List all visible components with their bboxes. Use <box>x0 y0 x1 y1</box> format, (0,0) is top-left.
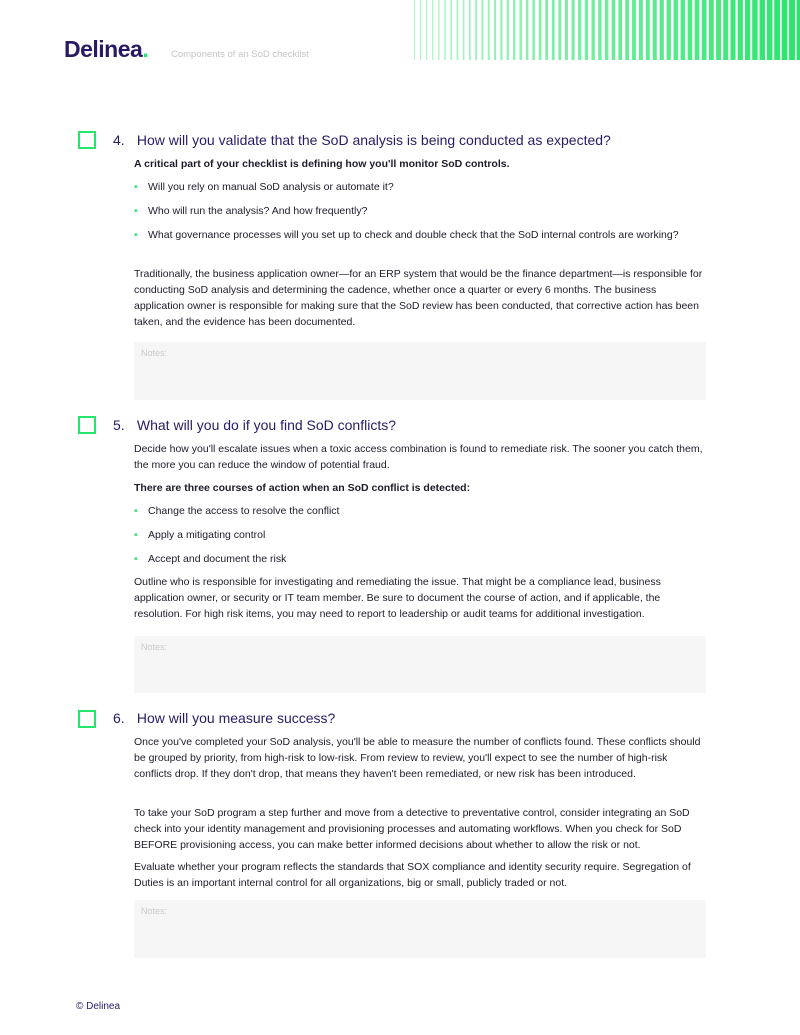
section-6-title <box>113 710 335 726</box>
header-stripe <box>545 0 548 60</box>
header-stripe <box>709 0 714 60</box>
header-stripe <box>774 0 780 60</box>
section-4-bullet: • Will you rely on manual SoD analysis or automate it? <box>134 179 704 195</box>
logo-dot: . <box>142 36 149 62</box>
header-stripe <box>532 0 535 60</box>
header-stripes-decoration <box>410 0 800 60</box>
section-6-paragraph: Evaluate whether your program reflects the standards that SOX compliance and identity security require. Segregation of Duties is an important internal control for all organizations, big or small, publicly traded or not. <box>134 861 691 889</box>
header-stripe <box>681 0 685 60</box>
header-stripe <box>797 0 800 60</box>
header-stripe <box>420 0 421 60</box>
section-4-notes-field[interactable] <box>134 342 706 400</box>
header-stripe <box>702 0 707 60</box>
section-4-number: 4. <box>113 132 125 148</box>
section-5-lead: There are three courses of action when an SoD conflict is detected: <box>134 482 471 494</box>
header-stripe <box>565 0 568 60</box>
header-stripe <box>639 0 643 60</box>
header-stripe <box>660 0 664 60</box>
section-6-question: How will you measure success? <box>136 710 336 726</box>
header-stripe <box>414 0 415 60</box>
header-stripe <box>558 0 561 60</box>
checkbox-section-5[interactable] <box>78 416 96 434</box>
header-stripe <box>438 0 439 60</box>
header-stripe <box>426 0 427 60</box>
header-stripe <box>612 0 616 60</box>
header-stripe <box>618 0 622 60</box>
header-subtitle: Components of an SoD checklist <box>171 49 309 60</box>
section-5-paragraph: Outline who is responsible for investigating and remediating the issue. That might be a compliance lead, business application owner, or security or IT team member. Be sure to document the course of action, and if applicable, the resolution. For high risk items, you may need to report to leadership or audit teams for additional investigation. <box>134 576 661 620</box>
header-stripe <box>730 0 735 60</box>
notes-label: Notes: <box>141 906 168 916</box>
section-6-paragraph: Once you've completed your SoD analysis, you'll be able to measure the number of conflicts found. These conflicts should be grouped by priority, from high-risk to low-risk. From review to review, you'll expect to see the number of high-risk conflicts drop. If they don't drop, that means they haven't been remediated, or new risk has been introduced. <box>134 736 701 780</box>
section-4-question: How will you validate that the SoD analysis is being conducted as expected? <box>136 132 611 148</box>
header-stripe <box>625 0 629 60</box>
section-5-intro: Decide how you'll escalate issues when a toxic access combination is found to remediate risk. The sooner you catch them, the more you can reduce the window of potential fraud. <box>134 443 703 471</box>
section-5-bullet: • Apply a mitigating control <box>134 527 704 543</box>
header-stripe <box>463 0 465 60</box>
header-stripe <box>494 0 496 60</box>
delinea-logo <box>64 36 148 63</box>
section-6-paragraph: To take your SoD program a step further and move from a detective to preventative control, consider integrating an SoD check into your identity management and provisioning processes and automating workflows. When you check for SoD BEFORE provisioning access, you can make better informed decisions about whether to allow the risk or not. <box>134 807 690 851</box>
header-stripe <box>767 0 773 60</box>
header-stripe <box>500 0 502 60</box>
footer-copyright: © Delinea <box>76 1001 121 1012</box>
section-6-notes-field[interactable] <box>134 900 706 958</box>
section-5-notes-field[interactable] <box>134 636 706 693</box>
section-5-number: 5. <box>113 417 125 433</box>
header-stripe <box>782 0 788 60</box>
header-stripe <box>723 0 728 60</box>
header-stripe <box>585 0 588 60</box>
header-stripe <box>526 0 528 60</box>
section-5-bullet: • Change the access to resolve the conflict <box>134 503 704 519</box>
header-stripe <box>716 0 721 60</box>
header-stripe <box>653 0 657 60</box>
section-4-paragraph: Traditionally, the business application owner—for an ERP system that would be the finance department—is responsible for conducting SoD analysis and determining the cadence, whether once a quarter or every 6 months. The business application owner is responsible for making sure that the SoD review has been conducted, that corrective action has been taken, and the evidence has been documented. <box>134 268 703 328</box>
section-6-number: 6. <box>113 710 125 726</box>
header-stripe <box>552 0 555 60</box>
header-stripe <box>572 0 575 60</box>
section-4-lead: A critical part of your checklist is defining how you'll monitor SoD controls. <box>134 158 510 170</box>
header-stripe <box>688 0 693 60</box>
header-stripe <box>475 0 477 60</box>
header-stripe <box>539 0 542 60</box>
header-stripe <box>646 0 650 60</box>
header-stripe <box>789 0 795 60</box>
checkbox-section-6[interactable] <box>78 710 96 728</box>
header-stripe <box>591 0 594 60</box>
header-stripe <box>432 0 433 60</box>
header-stripe <box>519 0 521 60</box>
notes-label: Notes: <box>141 642 168 652</box>
notes-label: Notes: <box>141 348 168 358</box>
header-stripe <box>481 0 483 60</box>
header-stripe <box>667 0 671 60</box>
section-4-bullet: • Who will run the analysis? And how frequently? <box>134 203 704 219</box>
header-stripe <box>578 0 581 60</box>
logo-text: Delinea <box>64 36 143 62</box>
header-stripe <box>674 0 678 60</box>
header-stripe <box>513 0 515 60</box>
section-4-bullet: • What governance processes will you set up to check and double check that the SoD internal controls are working? <box>134 227 704 243</box>
section-5-question: What will you do if you find SoD conflicts? <box>136 417 397 433</box>
header-stripe <box>760 0 765 60</box>
header-stripe <box>632 0 636 60</box>
header-stripe <box>450 0 452 60</box>
header-stripe <box>745 0 750 60</box>
header-stripe <box>752 0 757 60</box>
checkbox-section-4[interactable] <box>78 131 96 149</box>
section-5-bullet: • Accept and document the risk <box>134 551 704 567</box>
section-5-title <box>113 417 396 433</box>
header-stripe <box>488 0 490 60</box>
section-4-title <box>113 132 611 148</box>
header-stripe <box>507 0 509 60</box>
header-stripe <box>598 0 601 60</box>
header-stripe <box>695 0 700 60</box>
header-stripe <box>738 0 743 60</box>
header-stripe <box>605 0 608 60</box>
header-stripe <box>469 0 471 60</box>
header-stripe <box>444 0 445 60</box>
header-stripe <box>457 0 459 60</box>
